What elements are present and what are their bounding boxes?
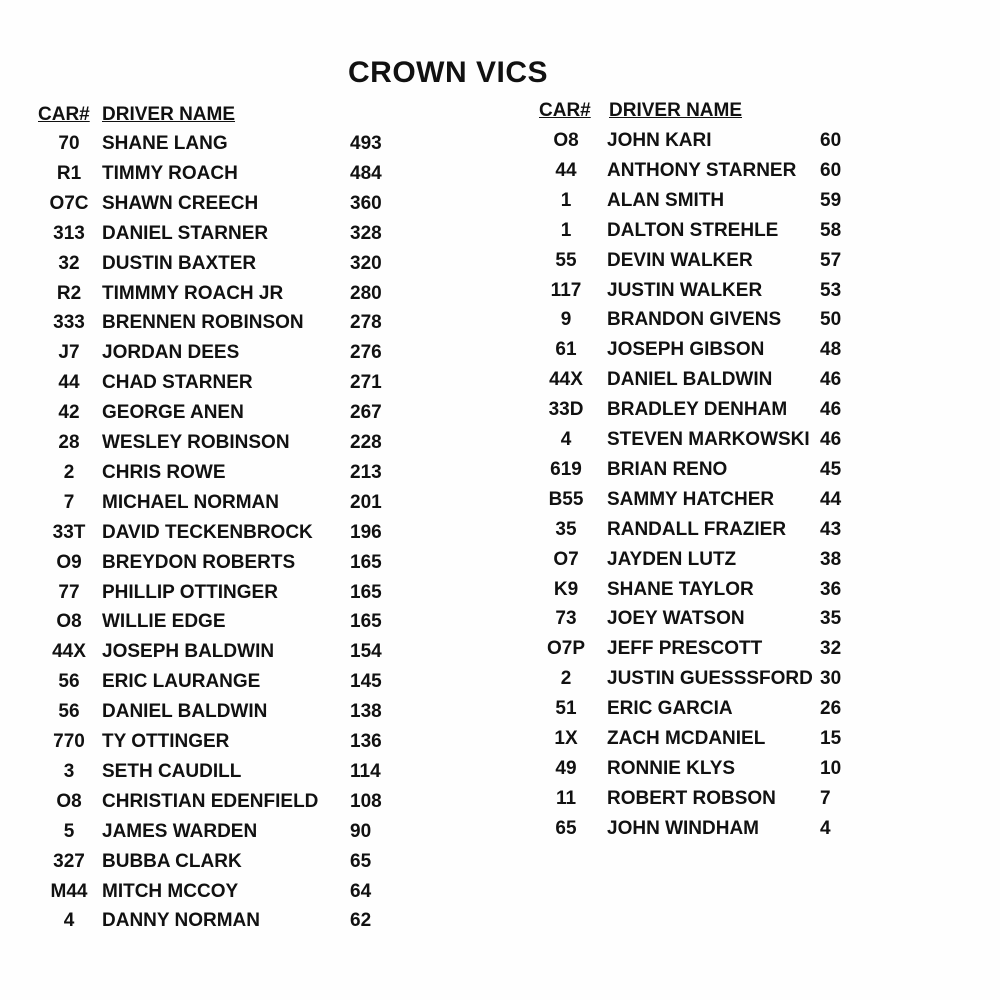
car-number: O7 (553, 548, 579, 570)
car-number: O9 (56, 551, 82, 573)
car-number: 35 (555, 518, 577, 540)
car-number: 56 (58, 671, 80, 693)
driver-name: SHAWN CREECH (102, 192, 259, 214)
car-number: 333 (53, 312, 85, 334)
points: 360 (350, 192, 382, 214)
driver-name: BRIAN RENO (607, 458, 728, 480)
car-number: O8 (56, 790, 82, 812)
car-number: 33T (52, 521, 86, 543)
car-number: O7C (49, 192, 89, 214)
points: 276 (350, 342, 382, 364)
car-number: O8 (553, 130, 579, 151)
driver-name: JUSTIN GUESSSFORD (607, 668, 813, 690)
driver-name: RONNIE KLYS (607, 757, 736, 779)
car-number: 1 (560, 189, 572, 211)
car-number: O8 (56, 611, 82, 633)
car-number: M44 (50, 880, 88, 902)
car-number: 3 (63, 760, 75, 782)
car-number: 44 (555, 159, 577, 181)
points: 145 (350, 671, 382, 693)
points: 32 (820, 638, 842, 660)
points: 114 (350, 760, 381, 782)
car-number: 313 (53, 222, 85, 244)
driver-name: BREYDON ROBERTS (102, 551, 296, 573)
driver-name: TY OTTINGER (102, 731, 230, 752)
driver-name: RANDALL FRAZIER (607, 518, 787, 540)
points: 62 (350, 910, 372, 932)
points: 278 (350, 312, 382, 334)
car-number: 44 (58, 372, 80, 394)
driver-name: JOSEPH GIBSON (607, 339, 765, 361)
car-number: 11 (555, 787, 577, 809)
driver-name: PHILLIP OTTINGER (102, 581, 278, 603)
driver-name: DANIEL STARNER (102, 222, 269, 244)
driver-name: JEFF PRESCOTT (607, 638, 763, 660)
driver-name: DANIEL BALDWIN (607, 369, 773, 391)
points: 45 (820, 458, 842, 480)
points: 165 (350, 611, 382, 633)
driver-name: DEVIN WALKER (607, 249, 753, 271)
points: 48 (820, 339, 842, 361)
car-number: 770 (53, 731, 85, 752)
driver-name: GEORGE ANEN (102, 402, 244, 424)
points: 46 (820, 429, 842, 450)
driver-name: JOSEPH BALDWIN (102, 641, 275, 663)
points: 108 (350, 790, 382, 812)
page-title: CROWN VICS (348, 56, 548, 89)
driver-name: DUSTIN BAXTER (102, 252, 257, 274)
driver-name: JAYDEN LUTZ (607, 548, 737, 570)
points: 328 (350, 222, 382, 244)
points: 64 (350, 880, 372, 902)
car-number: 619 (550, 458, 582, 480)
car-number: J7 (58, 342, 80, 364)
car-number: 56 (58, 701, 80, 723)
car-number: 44X (549, 369, 583, 391)
points: 15 (820, 728, 842, 749)
driver-name: CHRISTIAN EDENFIELD (102, 790, 319, 812)
driver-name: DANNY NORMAN (102, 910, 260, 932)
car-number: O7P (546, 638, 586, 660)
points: 271 (350, 372, 382, 394)
points: 43 (820, 518, 842, 540)
driver-name: DANIEL BALDWIN (102, 701, 268, 723)
driver-name: TIMMY ROACH (102, 162, 238, 184)
points: 165 (350, 581, 382, 603)
points: 320 (350, 252, 382, 274)
driver-name: JOHN KARI (607, 130, 712, 151)
car-number: 49 (555, 757, 577, 779)
points: 90 (350, 820, 372, 842)
points: 493 (350, 133, 382, 154)
car-number: R2 (56, 282, 82, 304)
left-driver-header: DRIVER NAME (102, 104, 236, 125)
points: 26 (820, 698, 842, 720)
driver-name: BRANDON GIVENS (607, 309, 782, 331)
car-number: 61 (555, 339, 577, 361)
points: 228 (350, 432, 382, 453)
points: 138 (350, 701, 382, 723)
points: 44 (820, 488, 842, 510)
driver-name: ERIC GARCIA (607, 698, 733, 720)
points: 46 (820, 369, 842, 391)
points: 10 (820, 757, 842, 779)
car-number: 77 (58, 581, 80, 603)
points: 280 (350, 282, 382, 304)
driver-name: JOHN WINDHAM (607, 817, 759, 839)
points: 484 (350, 162, 382, 184)
driver-name: SHANE LANG (102, 133, 228, 154)
points: 136 (350, 731, 382, 752)
car-number: 73 (555, 608, 577, 630)
driver-name: DALTON STREHLE (607, 219, 779, 241)
driver-name: BRADLEY DENHAM (607, 399, 788, 421)
car-number: 51 (555, 698, 577, 720)
car-number: R1 (56, 162, 82, 184)
left-car-header: CAR# (38, 104, 90, 125)
driver-name: JORDAN DEES (102, 342, 240, 364)
car-number: 2 (63, 461, 75, 483)
driver-name: CHRIS ROWE (102, 461, 226, 483)
driver-name: ZACH MCDANIEL (607, 728, 766, 749)
points: 165 (350, 551, 382, 573)
points: 7 (820, 787, 831, 809)
driver-name: STEVEN MARKOWSKI (607, 429, 810, 450)
right-driver-header: DRIVER NAME (609, 100, 743, 121)
driver-name: ERIC LAURANGE (102, 671, 261, 693)
points: 201 (350, 491, 382, 513)
car-number: 65 (555, 817, 577, 839)
points: 267 (350, 402, 382, 424)
driver-name: JAMES WARDEN (102, 820, 258, 842)
car-number: 117 (550, 279, 582, 301)
driver-name: SHANE TAYLOR (607, 578, 754, 600)
car-number: 1X (554, 728, 578, 749)
car-number: 5 (63, 820, 75, 842)
points: 60 (820, 159, 842, 181)
driver-name: JOEY WATSON (607, 608, 745, 630)
driver-name: BUBBA CLARK (102, 850, 242, 872)
car-number: 4 (560, 429, 572, 450)
car-number: 55 (555, 249, 577, 271)
points: 46 (820, 399, 842, 421)
car-number: 4 (63, 910, 75, 932)
driver-name: ALAN SMITH (607, 189, 725, 211)
points: 36 (820, 578, 842, 600)
points: 38 (820, 548, 842, 570)
car-number: 9 (560, 309, 572, 331)
driver-name: MICHAEL NORMAN (102, 491, 279, 513)
points: 59 (820, 189, 842, 211)
car-number: 2 (560, 668, 572, 690)
driver-name: TIMMMY ROACH JR (102, 282, 284, 304)
points: 4 (820, 817, 831, 839)
car-number: 32 (58, 252, 80, 274)
points: 30 (820, 668, 842, 690)
points: 50 (820, 309, 842, 331)
driver-name: JUSTIN WALKER (607, 279, 763, 301)
points: 196 (350, 521, 382, 543)
car-number: 1 (560, 219, 572, 241)
points: 53 (820, 279, 842, 301)
driver-name: WESLEY ROBINSON (102, 432, 290, 453)
driver-name: ROBERT ROBSON (607, 787, 776, 809)
car-number: 42 (58, 402, 80, 424)
car-number: 70 (58, 133, 80, 154)
points: 60 (820, 130, 842, 151)
car-number: B55 (548, 488, 584, 510)
car-number: K9 (553, 578, 579, 600)
car-number: 28 (58, 432, 80, 453)
car-number: 44X (52, 641, 86, 663)
driver-name: BRENNEN ROBINSON (102, 312, 304, 334)
driver-name: SAMMY HATCHER (607, 488, 775, 510)
points: 213 (350, 461, 382, 483)
driver-name: ANTHONY STARNER (607, 159, 797, 181)
points: 58 (820, 219, 842, 241)
points: 65 (350, 850, 372, 872)
driver-name: MITCH MCCOY (102, 880, 239, 902)
driver-name: WILLIE EDGE (102, 611, 226, 633)
points: 154 (350, 641, 382, 663)
driver-name: CHAD STARNER (102, 372, 253, 394)
car-number: 327 (53, 850, 85, 872)
driver-name: DAVID TECKENBROCK (102, 521, 313, 543)
car-number: 7 (63, 491, 75, 513)
points: 35 (820, 608, 842, 630)
driver-name: SETH CAUDILL (102, 760, 242, 782)
points: 57 (820, 249, 842, 271)
right-car-header: CAR# (539, 100, 591, 121)
car-number: 33D (548, 399, 584, 421)
